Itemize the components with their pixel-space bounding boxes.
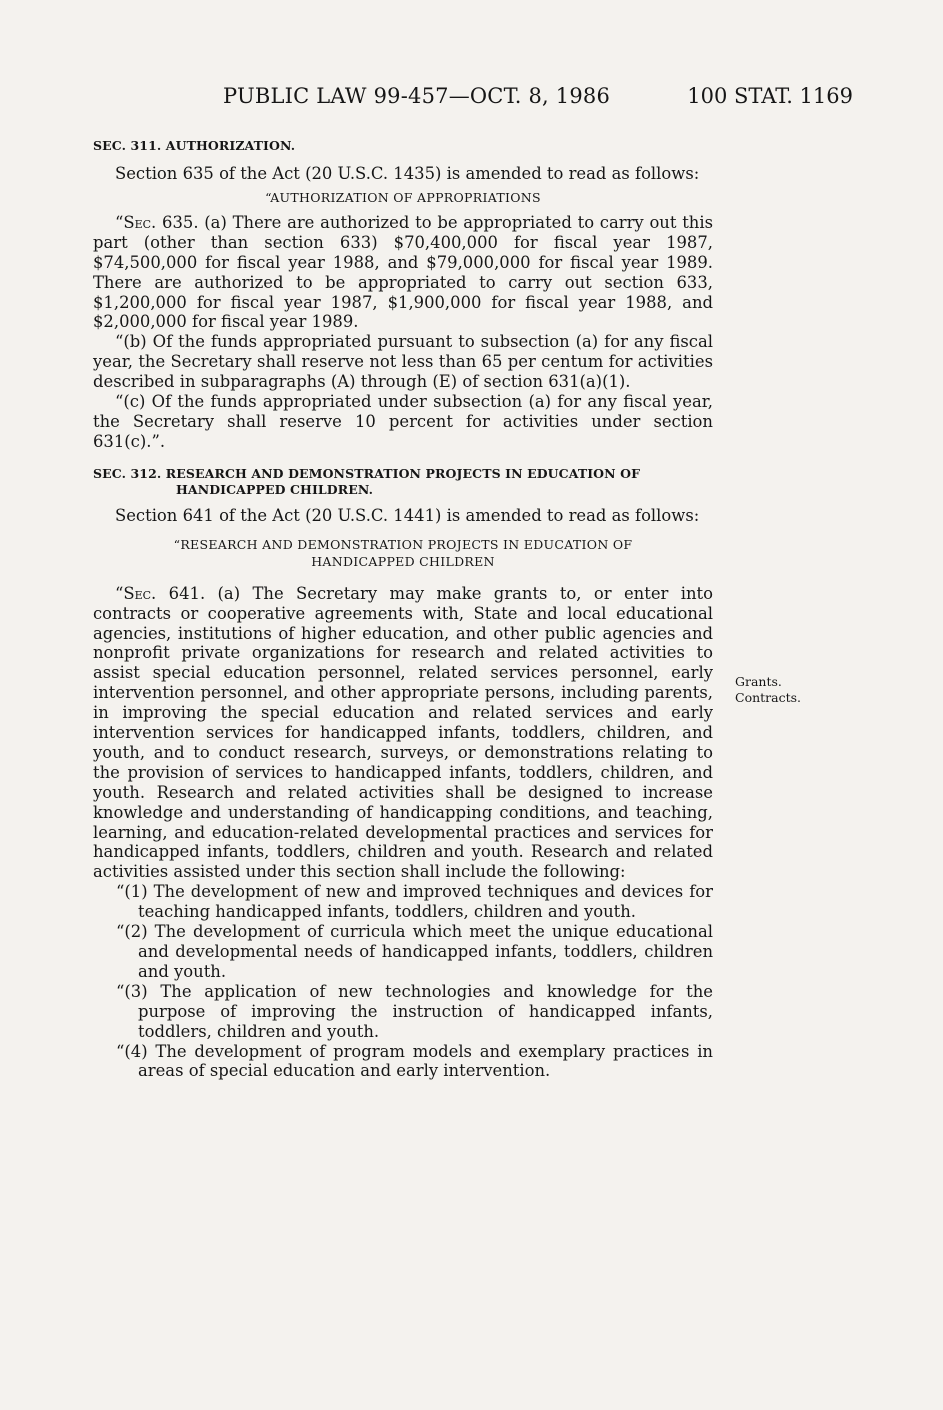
margin-note-contracts: Contracts.	[735, 690, 802, 705]
document-body	[93, 138, 713, 1081]
header-title: PUBLIC LAW 99-457—OCT. 8, 1986	[223, 84, 611, 108]
section-311-heading: SEC. 311. AUTHORIZATION.	[93, 138, 296, 153]
page-header	[93, 84, 853, 116]
sec-label: “Sec.	[115, 212, 157, 232]
section-312-subheading-line1: “RESEARCH AND DEMONSTRATION PROJECTS IN EDUCATION OF	[173, 536, 633, 552]
section-635-a-text: 635. (a) There are authorized to be appropriated to carry out this part (other than section 633) $70,400,000 for fiscal year 1987, $74,500,000 for fiscal year 1988, and $79,000,000 for fiscal year 1989. There are authorized to be appropriated to carry out section 633, $1,200,000 for fiscal year 1987, $1,900,000 for fiscal year 1988, and $2,000,000 for fiscal year 1989.	[93, 212, 714, 332]
sec-label: “Sec.	[115, 583, 157, 603]
statute-page-number: 100 STAT. 1169	[687, 84, 853, 108]
list-item-1: “(1) The development of new and improved techniques and devices for teaching handicapped infants, toddlers, children and youth.	[116, 882, 713, 922]
section-311-intro: Section 635 of the Act (20 U.S.C. 1435) is amended to read as follows:	[115, 164, 700, 183]
list-item-3: “(3) The application of new technologies and knowledge for the purpose of improving the instruction of handicapped infants, toddlers, children and youth.	[116, 981, 713, 1041]
section-312-intro: Section 641 of the Act (20 U.S.C. 1441) is amended to read as follows:	[115, 505, 700, 525]
section-635-paragraph-b: “(b) Of the funds appropriated pursuant to subsection (a) for any fiscal year, the Secretary shall reserve not less than 65 per centum for activities described in subparagraphs (A) through (E) of section 631(a)(1).	[93, 332, 713, 392]
section-312-heading-line1: SEC. 312. RESEARCH AND DEMONSTRATION PROJECTS IN EDUCATION OF	[93, 465, 641, 481]
section-641-paragraph-a	[93, 584, 713, 883]
section-635-paragraph-c: “(c) Of the funds appropriated under subsection (a) for any fiscal year, the Secretary shall reserve 10 percent for activities under section 631(c).”.	[93, 392, 713, 451]
section-641-a-text: 641. (a) The Secretary may make grants to, or enter into contracts or cooperative agreements with, State and local educational agencies, institutions of higher education, and other public agencies and nonprofit private organizations for research and related activities to assist special education personnel, related services personnel, early intervention personnel, and other appropriate persons, including parents, in improving the special education and related services and early intervention services for handicapped infants, toddlers, children, and youth, and to conduct research, surveys, or demonstrations relating to the provision of services to handicapped infants, toddlers, children, and youth. Research and related activities shall be designed to increase knowledge and understanding of handicapping conditions, and teaching, learning, and education-related developmental practices and services for handicapped infants, toddlers, children and youth. Research and related activities assisted under this section shall include the following:	[93, 583, 713, 882]
section-312-subheading-line2: HANDICAPPED CHILDREN	[311, 553, 495, 569]
list-item-4: “(4) The development of program models and exemplary practices in areas of special education and early intervention.	[116, 1041, 713, 1081]
section-635-paragraph-a	[93, 213, 713, 332]
section-312-heading-line2: HANDICAPPED CHILDREN.	[176, 481, 374, 497]
section-312-subheading	[93, 536, 713, 570]
list-item-2: “(2) The development of curricula which meet the unique educational and developmental needs of handicapped infants, toddlers, children and youth.	[116, 922, 713, 981]
section-312-heading	[93, 466, 713, 498]
section-311-subheading: “AUTHORIZATION OF APPROPRIATIONS	[265, 189, 541, 205]
margin-note-grants: Grants.	[735, 674, 782, 689]
